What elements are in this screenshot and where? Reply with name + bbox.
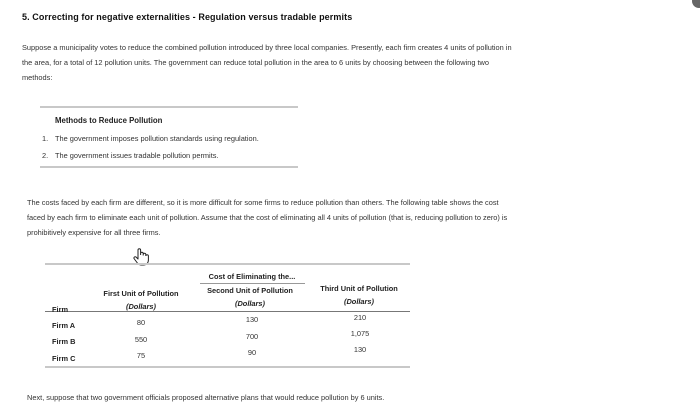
- cell-c-3: 130: [353, 345, 367, 354]
- col-3-header: Third Unit of Pollution: [320, 284, 398, 293]
- col-2-unit: (Dollars): [235, 299, 265, 308]
- intro-line-1: Suppose a municipality votes to reduce the combined pollution introduced by three local companies. Presently, each firm creates 4 units of pollution in: [22, 43, 512, 52]
- intro-paragraph: [22, 40, 607, 85]
- method-item-1: 1. The government imposes pollution standards using regulation.: [42, 134, 259, 143]
- next-paragraph: Next, suppose that two government officials proposed alternative plans that would reduce pollution by 6 units.: [27, 393, 385, 402]
- cell-b-1: 550: [134, 335, 148, 344]
- question-heading: 5. Correcting for negative externalities - Regulation versus tradable permits: [22, 12, 353, 22]
- cell-c-2: 90: [247, 348, 257, 357]
- method-item-2: 2. The government issues tradable pollution permits.: [42, 151, 219, 160]
- table-top-rule: [45, 263, 410, 265]
- corner-badge-icon: [692, 0, 700, 8]
- cell-a-3: 210: [353, 313, 367, 322]
- row-firm-c: Firm C: [52, 354, 76, 363]
- firm-header: Firm: [52, 305, 69, 314]
- table-header-rule: [45, 311, 410, 312]
- methods-title: Methods to Reduce Pollution: [55, 116, 163, 125]
- col-1-unit: (Dollars): [126, 302, 156, 311]
- cell-a-1: 80: [136, 318, 146, 327]
- costs-line-3: prohibitively expensive for all three firms.: [27, 228, 161, 237]
- methods-list: [42, 130, 259, 164]
- cell-b-2: 700: [245, 332, 259, 341]
- intro-line-2: the area, for a total of 12 pollution units. The government can reduce total pollution in the area to 6 units by choosing between the following two: [22, 58, 490, 67]
- group-header: Cost of Eliminating the...: [208, 272, 296, 281]
- costs-line-2: faced by each firm to eliminate each unit of pollution. Assume that the cost of eliminating all 4 units of pollution (that is, reducing pollution to zero) is: [27, 213, 508, 222]
- cell-a-2: 130: [245, 315, 259, 324]
- cell-b-3: 1,075: [350, 329, 370, 338]
- table-bottom-rule: [45, 366, 410, 368]
- col-3-unit: (Dollars): [344, 297, 374, 306]
- methods-top-rule: [40, 106, 298, 108]
- col-1-header: First Unit of Pollution: [103, 289, 179, 298]
- costs-paragraph: [27, 195, 602, 240]
- col-2-header: Second Unit of Pollution: [207, 286, 293, 295]
- methods-bottom-rule: [40, 166, 298, 168]
- intro-line-3: methods:: [22, 73, 53, 82]
- row-firm-b: Firm B: [52, 337, 76, 346]
- costs-line-1: The costs faced by each firm are different, so it is more difficult for some firms to reduce pollution than others. The following table shows the cost: [27, 198, 499, 207]
- row-firm-a: Firm A: [52, 321, 76, 330]
- cell-c-1: 75: [136, 351, 146, 360]
- group-header-underline: [200, 283, 305, 284]
